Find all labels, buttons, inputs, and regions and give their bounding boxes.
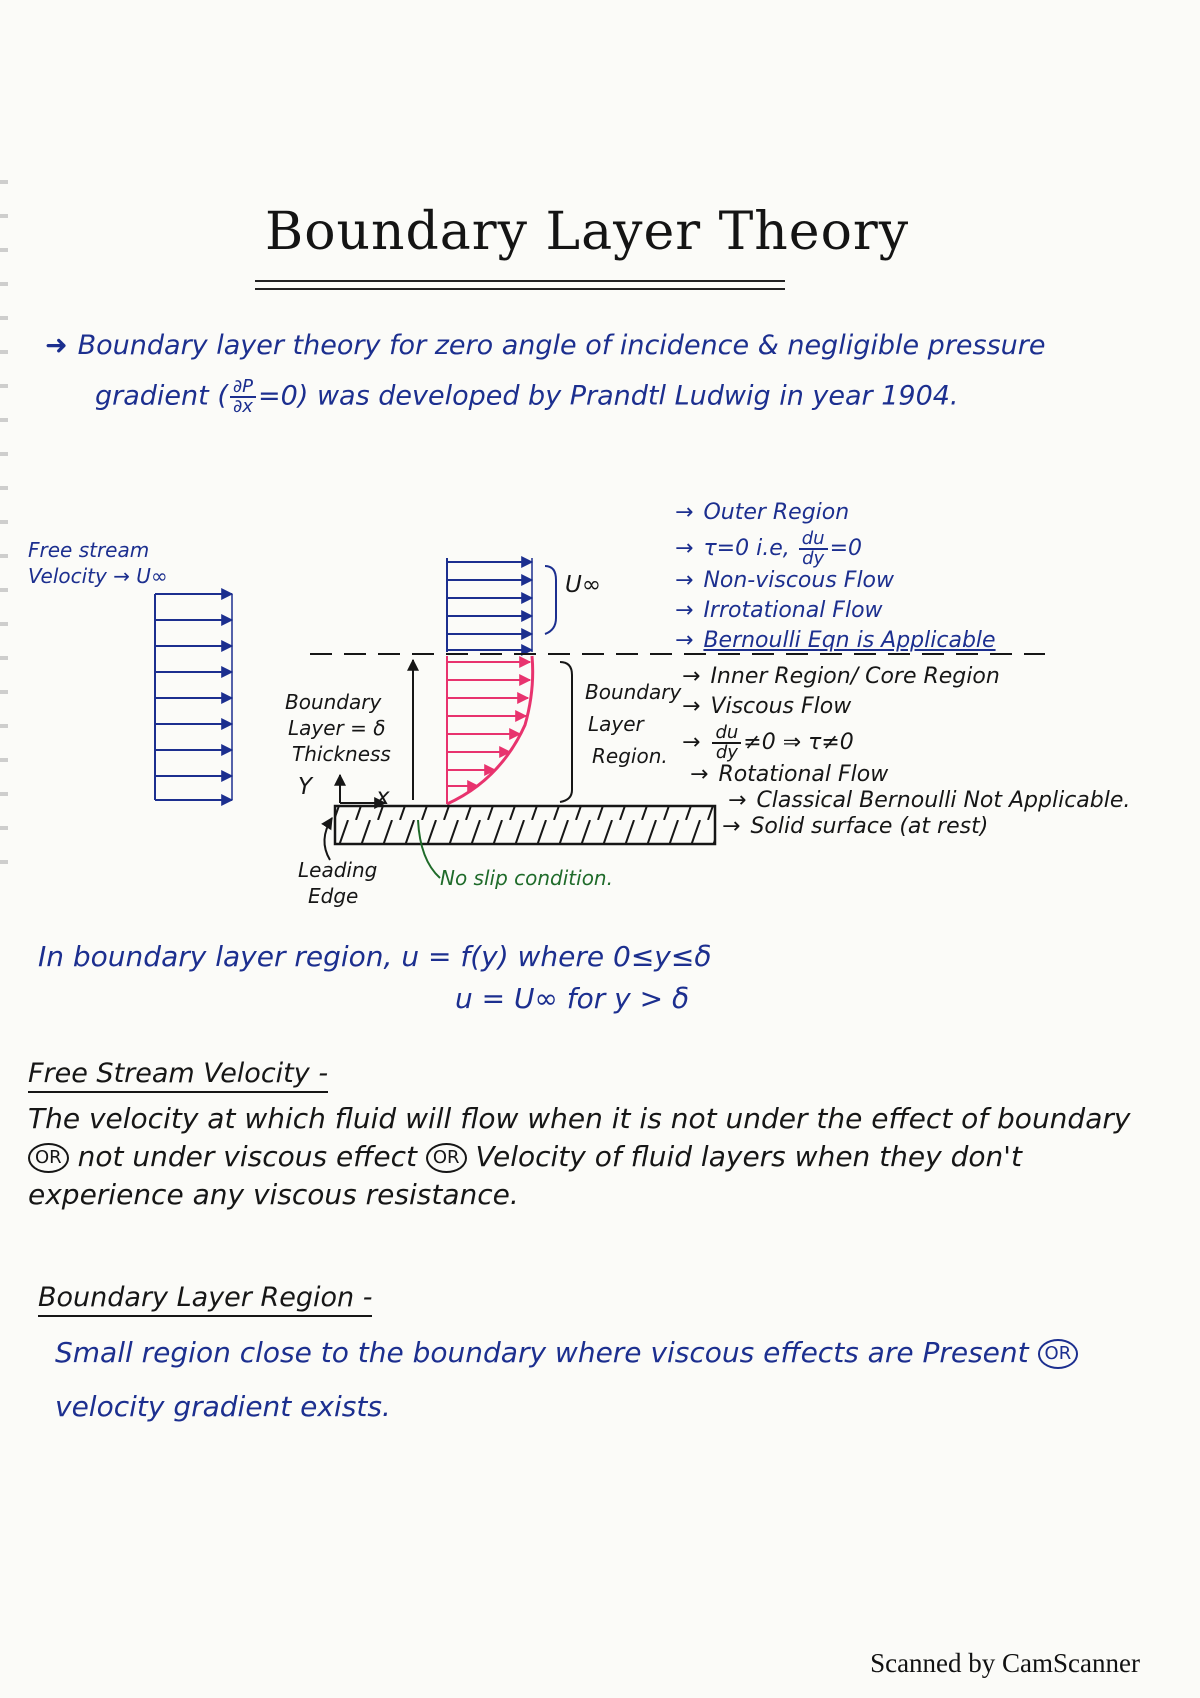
outer-tau: → τ=0 i.e, $\frac{du}{dy}$ =0	[675, 528, 863, 569]
free-stream-definition: The velocity at which fluid will flow when it is not under the effect of boundary OR not under viscous effect OR Velocity of fluid layers when they don't experience any viscous resistance.	[28, 1102, 1131, 1211]
inner-region-title: → Inner Region/ Core Region	[682, 664, 1000, 689]
outer-irrotational: → Irrotational Flow	[675, 598, 883, 623]
arrow-right-icon: →	[675, 500, 694, 525]
free-stream-heading: Free Stream Velocity -	[28, 1058, 328, 1093]
no-slip-label: No slip condition.	[440, 866, 613, 890]
du-dy-fraction: $\frac{du}{dy}$	[799, 530, 828, 568]
page-title: Boundary Layer Theory	[265, 202, 910, 262]
intro-text-1: Boundary layer theory for zero angle of incidence & negligible pressure	[77, 330, 1046, 361]
bl-region-heading: Boundary Layer Region -	[38, 1282, 372, 1317]
equation-free-stream: u = U∞ for y > δ	[455, 982, 690, 1015]
outer-velocity-profile	[447, 558, 556, 652]
intro-text-2b: =0) was developed by Prandtl Ludwig in year 1904.	[258, 380, 959, 412]
scanner-watermark: Scanned by CamScanner	[870, 1648, 1140, 1678]
solid-surface-label: → Solid surface (at rest)	[722, 814, 989, 839]
or-badge: OR	[426, 1143, 467, 1173]
fraction-numerator: ∂P	[230, 378, 256, 398]
free-stream-label-2: Velocity → U∞	[28, 564, 168, 588]
arrow-right-icon: →	[722, 814, 741, 839]
inner-viscous: → Viscous Flow	[682, 694, 852, 719]
or-badge: OR	[28, 1143, 69, 1173]
arrow-right-icon: →	[675, 568, 694, 593]
x-axis-label: x	[376, 784, 390, 810]
fraction-denominator: ∂x	[232, 396, 253, 417]
bl-thickness-label-1: Boundary	[285, 690, 382, 714]
intro-line-1	[45, 330, 1046, 361]
arrow-right-icon: →	[682, 694, 701, 719]
pressure-gradient-fraction	[230, 378, 256, 416]
inner-bernoulli-na: → Classical Bernoulli Not Applicable.	[728, 788, 1131, 813]
bl-region-definition: Small region close to the boundary where viscous effects are Present OR velocity gradient exists.	[55, 1326, 1115, 1434]
outer-non-viscous: → Non-viscous Flow	[675, 568, 895, 593]
inner-rotational: → Rotational Flow	[690, 762, 889, 787]
arrow-right-icon: →	[675, 598, 694, 623]
boundary-layer-profile	[447, 656, 572, 804]
bl-region-label-3: Region.	[592, 744, 668, 768]
arrow-right-icon: →	[690, 762, 709, 787]
leading-edge-label-1: Leading	[298, 858, 378, 882]
arrow-right-icon: →	[682, 730, 701, 755]
outer-bernoulli: → Bernoulli Eqn is Applicable	[675, 628, 996, 653]
arrow-right-icon: ➜	[45, 330, 68, 361]
arrow-right-icon: →	[675, 628, 694, 653]
y-axis-label: Y	[298, 774, 313, 800]
or-badge: OR	[1038, 1339, 1079, 1369]
du-dy-fraction: $\frac{du}{dy}$	[712, 724, 741, 762]
bl-region-label-2: Layer	[588, 712, 644, 736]
leading-edge-label-2: Edge	[308, 884, 359, 908]
free-stream-label-1: Free stream	[28, 538, 150, 562]
outer-region-title: → Outer Region	[675, 500, 850, 525]
solid-plate	[335, 806, 715, 844]
arrow-right-icon: →	[728, 788, 747, 813]
arrow-right-icon: →	[675, 536, 694, 561]
inner-gradient: → $\frac{du}{dy}$ ≠0 ⇒ τ≠0	[682, 722, 854, 763]
bl-thickness-label-2: Layer = δ	[288, 716, 386, 740]
bl-region-label-1: Boundary	[585, 680, 682, 704]
intro-line-2	[95, 378, 959, 416]
title-underline-double	[255, 288, 785, 290]
u-inf-label: U∞	[565, 572, 601, 598]
title-underline	[255, 280, 785, 282]
intro-text-2a: gradient (	[95, 380, 228, 412]
free-stream-profile	[155, 594, 232, 800]
bl-thickness-label-3: Thickness	[292, 742, 391, 766]
equation-bl-region: In boundary layer region, u = f(y) where 0≤y≤δ	[38, 940, 712, 973]
arrow-right-icon: →	[682, 664, 701, 689]
